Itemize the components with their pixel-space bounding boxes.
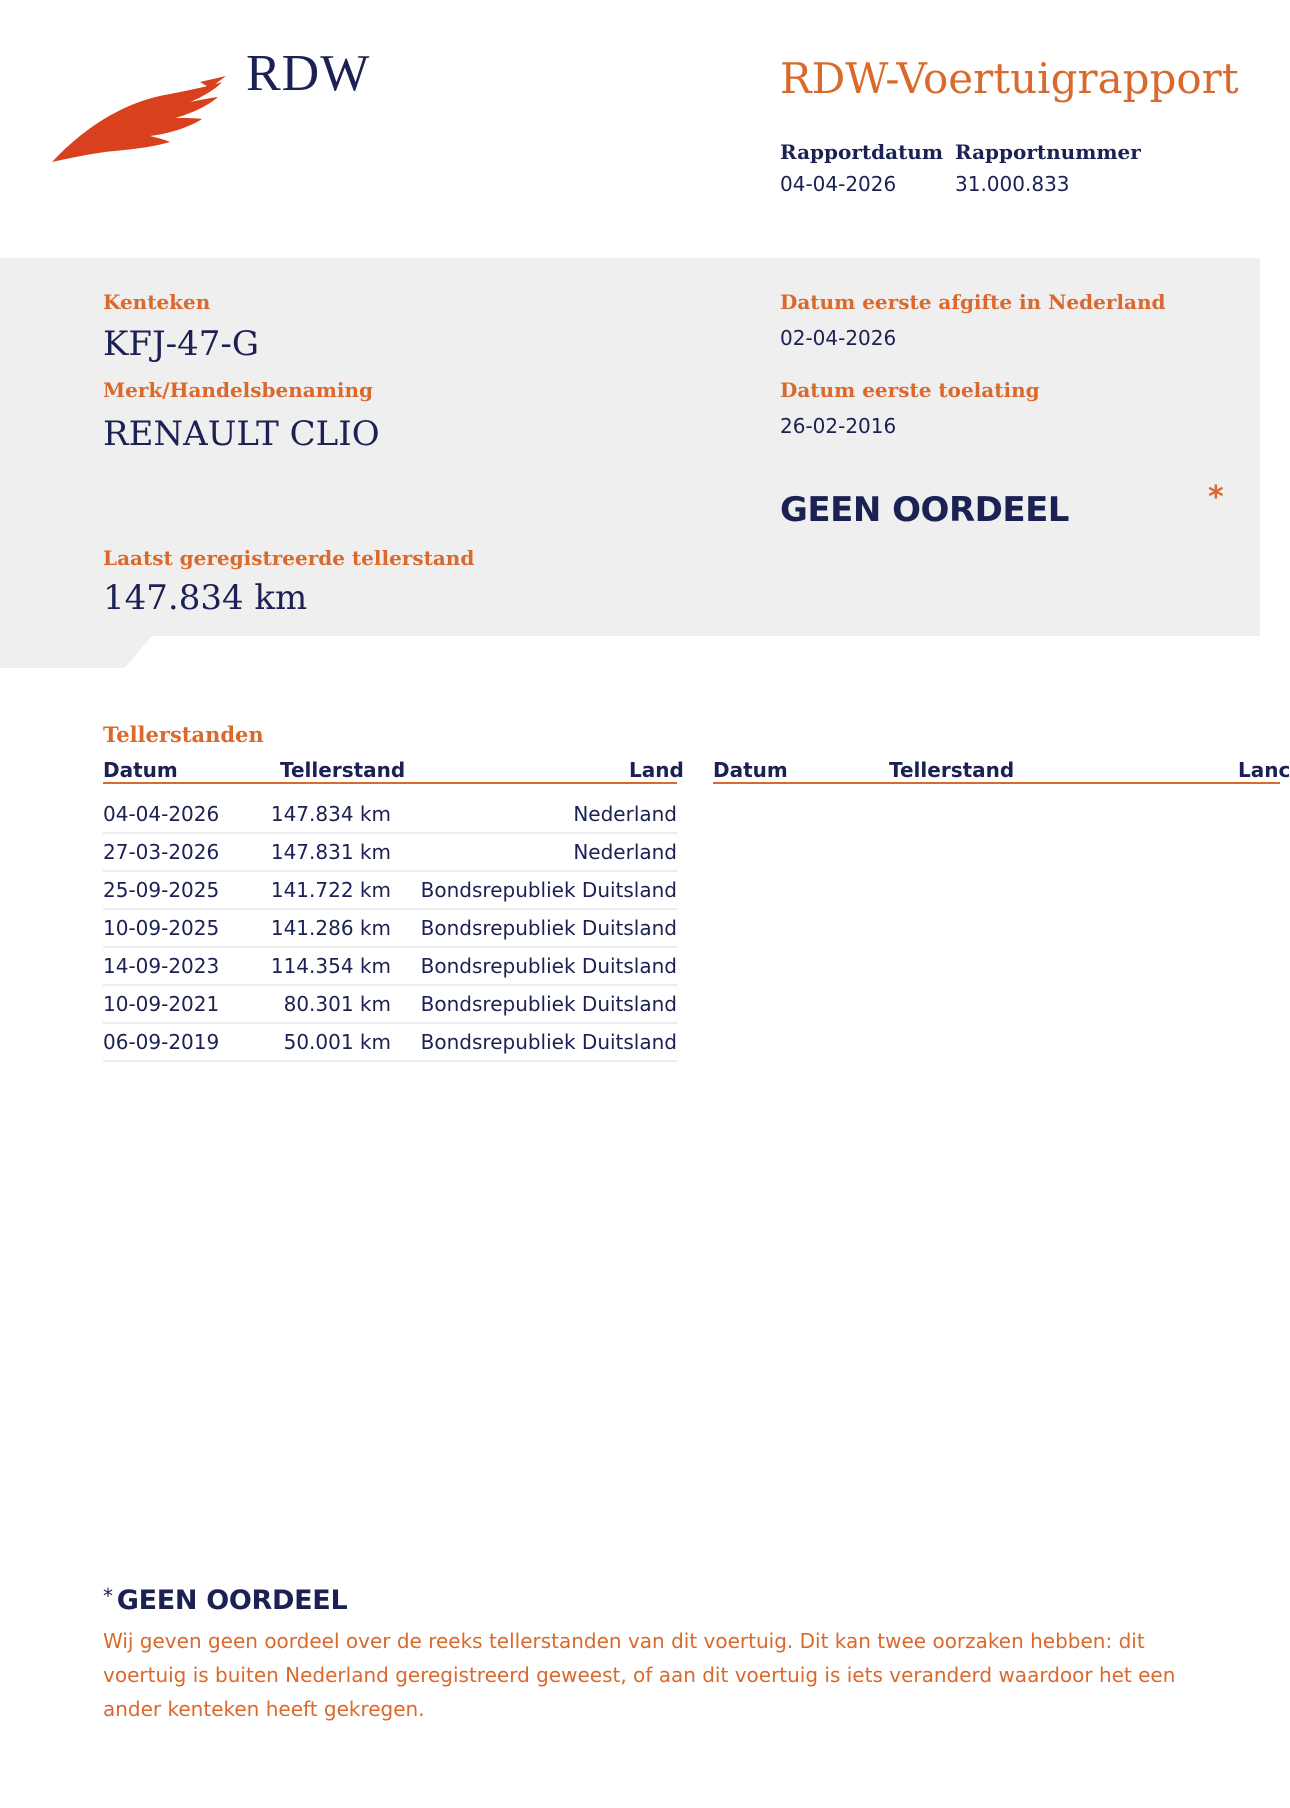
row-country: Nederland	[573, 840, 677, 864]
row-country: Bondsrepubliek Duitsland	[420, 1030, 677, 1054]
row-date: 06-09-2019	[103, 1030, 220, 1054]
report-number: 31.000.833	[955, 172, 1070, 196]
report-date-label: Rapportdatum	[780, 140, 944, 164]
row-country: Bondsrepubliek Duitsland	[420, 916, 677, 940]
report-number-label: Rapportnummer	[955, 140, 1141, 164]
row-date: 04-04-2026	[103, 802, 220, 826]
verdict-footnote-marker: *	[1208, 480, 1224, 515]
odometer-section-title: Tellerstanden	[103, 722, 264, 747]
summary-panel-tab	[0, 636, 152, 668]
table-row	[103, 984, 677, 1024]
row-country: Bondsrepubliek Duitsland	[420, 878, 677, 902]
row-reading: 114.354 km	[270, 954, 391, 978]
footnote-heading: GEEN OORDEEL	[116, 1585, 348, 1616]
table-row	[103, 1022, 677, 1062]
col-country-header: Land	[629, 758, 684, 782]
row-reading: 50.001 km	[283, 1030, 391, 1054]
row-reading: 141.722 km	[270, 878, 391, 902]
row-country: Nederland	[573, 802, 677, 826]
license-plate: KFJ-47-G	[103, 324, 260, 364]
row-country: Bondsrepubliek Duitsland	[420, 954, 677, 978]
col-country-header-right: Lanc	[1238, 758, 1290, 782]
row-date: 25-09-2025	[103, 878, 220, 902]
col-date-header: Datum	[103, 758, 178, 782]
row-reading: 80.301 km	[283, 992, 391, 1016]
rdw-logo-icon	[50, 72, 230, 172]
col-date-header-right: Datum	[713, 758, 788, 782]
first-nl-date: 02-04-2026	[780, 326, 897, 350]
report-date: 04-04-2026	[780, 172, 897, 196]
table-row	[103, 870, 677, 910]
table-row	[103, 832, 677, 872]
table-row	[103, 908, 677, 948]
vehicle-make: RENAULT CLIO	[103, 414, 380, 454]
row-date: 10-09-2021	[103, 992, 220, 1016]
col-reading-header: Tellerstand	[280, 758, 406, 782]
make-label: Merk/Handelsbenaming	[103, 378, 374, 402]
first-admission-label: Datum eerste toelating	[780, 378, 1040, 402]
first-admission-date: 26-02-2016	[780, 414, 897, 438]
footnote-text: Wij geven geen oordeel over de reeks tellerstanden van dit voertuig. Dit kan twee oorzaken hebben: dit voertuig is buiten Nederland geregistreerd geweest, of aan dit voertuig is iets veranderd waardoor het een ander kenteken heeft gekregen.	[103, 1629, 1176, 1721]
table-header-rule	[103, 782, 677, 784]
row-reading: 147.831 km	[270, 840, 391, 864]
footnote-title	[103, 1584, 347, 1616]
last-odometer-value: 147.834 km	[103, 578, 308, 618]
footnote-marker: *	[103, 1584, 113, 1608]
col-reading-header-right: Tellerstand	[889, 758, 1015, 782]
row-country: Bondsrepubliek Duitsland	[420, 992, 677, 1016]
row-date: 10-09-2025	[103, 916, 220, 940]
verdict: GEEN OORDEEL	[780, 490, 1069, 530]
row-date: 14-09-2023	[103, 954, 220, 978]
row-date: 27-03-2026	[103, 840, 220, 864]
first-nl-label: Datum eerste afgifte in Nederland	[780, 290, 1166, 314]
brand-name: RDW	[246, 45, 371, 102]
row-reading: 141.286 km	[270, 916, 391, 940]
row-reading: 147.834 km	[270, 802, 391, 826]
report-title: RDW-Voertuigrapport	[780, 54, 1239, 103]
table-row	[103, 946, 677, 986]
table-row	[103, 794, 677, 834]
last-odometer-label: Laatst geregistreerde tellerstand	[103, 546, 475, 570]
plate-label: Kenteken	[103, 290, 211, 314]
table-header-rule-right	[713, 782, 1280, 784]
